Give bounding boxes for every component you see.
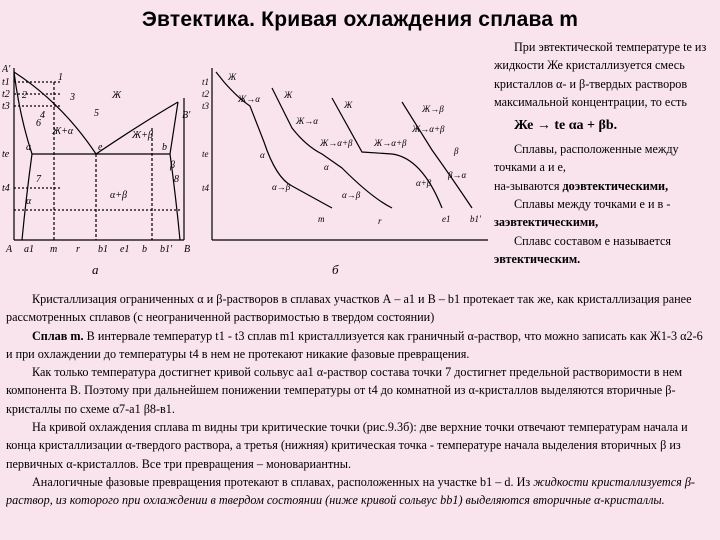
- eutectic-term: эвтектическим.: [494, 251, 581, 266]
- x-label-m: m: [50, 244, 58, 255]
- curve-m-alpha: α: [260, 150, 265, 160]
- label-A-prime: A': [2, 64, 11, 75]
- label-t3: t3: [2, 101, 10, 112]
- region-beta: β: [170, 160, 175, 171]
- solidus-right: [170, 102, 178, 154]
- x-label-r: r: [76, 244, 80, 255]
- x-label-b1: b1: [98, 244, 108, 255]
- panel-b-labels: [202, 72, 482, 277]
- body-paragraph-1: Кристаллизация ограниченных α и β-растворов в сплавах участков А – a1 и B – b1 протекает так же, как кристаллизация ранее рассмотренных сплавов (с неограниченной растворимостью в твердом состоянии): [6, 292, 692, 325]
- region-alpha: α: [26, 196, 32, 207]
- body-p2-text: В интервале температур t1 - t3 сплав m1 кристаллизуется как граничный α-раствор, что можно записать как Ж1-3 α2-6 и при охлаждении до температуры t4 в нем не протекают никакие фазовые превращения.: [6, 328, 703, 361]
- body-paragraph-2: [6, 327, 712, 364]
- x-label-b: b: [142, 244, 147, 255]
- point-e: e: [98, 142, 103, 153]
- curve-b1-beta: β: [454, 146, 459, 156]
- curve-e1-eutectic: Ж→α+β: [374, 138, 407, 148]
- curve-r-alpha: α: [324, 162, 329, 172]
- region-alpha-beta: α+β: [110, 190, 127, 201]
- cool-t2: t2: [202, 89, 210, 99]
- side-p3-text: на-зываются: [494, 178, 563, 193]
- curve-r-liquid-to-alpha: Ж→α: [296, 116, 318, 126]
- body-paragraph-5: [6, 473, 712, 510]
- slide-title: Эвтектика. Кривая охлаждения сплава m: [141, 8, 579, 31]
- x-label-e1: e1: [120, 244, 130, 255]
- label-te: te: [2, 149, 10, 160]
- x-label-a1: a1: [24, 244, 34, 255]
- curve-r-alpha-to-beta: α→β: [342, 190, 361, 200]
- point-1: 1: [58, 72, 63, 83]
- region-liquid-alpha: Ж+α: [52, 126, 74, 137]
- body-p5-text: Аналогичные фазовые превращения протекают в сплавах, расположенных на участке b1 – d. Из: [32, 474, 534, 489]
- curve-b1-liquid-to-beta: Ж→β: [422, 104, 444, 114]
- hypoeutectic-term: доэвтектическими,: [562, 178, 669, 193]
- panel-a-caption: а: [92, 262, 99, 277]
- curve-b1-end: b1': [470, 214, 481, 224]
- body-p5-italic: жидкости кристаллизуется β-раствор, из которого при охлаждении в твердом состоянии (ниже кривой сольвус bb1) выделяются вторичные α-кристаллы.: [6, 474, 695, 508]
- curve-m-liquid: Ж: [228, 72, 237, 82]
- point-6: 6: [36, 118, 41, 129]
- cooling-curve-b1-prime: [402, 102, 472, 208]
- curve-r-liquid: Ж: [284, 90, 293, 100]
- eutectic-reaction-formula: Же → te αa + βb.: [514, 118, 618, 134]
- curve-r-eutectic: Ж→α+β: [320, 138, 353, 148]
- cool-t4: t4: [202, 183, 210, 193]
- cool-t3: t3: [202, 101, 210, 111]
- curve-e1-solid: α+β: [416, 178, 432, 188]
- point-b: b: [162, 142, 167, 153]
- point-a: a: [26, 142, 31, 153]
- label-t4: t4: [2, 183, 10, 194]
- curve-m-alpha-to-beta: α→β: [272, 182, 291, 192]
- region-liquid-beta: Ж+β: [132, 130, 153, 141]
- alloy-m-heading: Сплав m.: [32, 328, 84, 343]
- region-liquid: Ж: [112, 90, 122, 101]
- x-label-A: A: [6, 244, 13, 255]
- x-label-b1-prime: b1': [160, 244, 173, 255]
- phase-diagram-figure: [2, 58, 492, 288]
- side-paragraph-2: Сплавы, расположенные между точками а и е,: [494, 142, 679, 175]
- curve-m-liquid-to-alpha: Ж→α: [238, 94, 260, 104]
- point-3: 3: [70, 92, 75, 103]
- curve-b1-beta-to-alpha: β→α: [448, 170, 467, 180]
- curve-m-end: m: [318, 214, 325, 224]
- cool-t1: t1: [202, 77, 210, 87]
- curve-e1-end: e1: [442, 214, 451, 224]
- side-p4-text: Сплавы между точками е и в -: [514, 197, 671, 212]
- point-2: 2: [22, 90, 27, 101]
- curve-e1-liquid: Ж: [344, 100, 353, 110]
- body-paragraph-4: На кривой охлаждения сплава m видны три критические точки (рис.9.3б): две верхние точки отвечают температурам начала и конца кристаллизации α-твердого раствора, а третья (нижняя) критическая точка - температуре начала выделения вторичных β из первичных α-кристаллов. Все три превращения – моновариантны.: [6, 420, 688, 471]
- side-p5-text: Сплавс составом е называется: [514, 233, 671, 248]
- panel-b-caption: б: [332, 262, 339, 277]
- label-t1: t1: [2, 77, 10, 88]
- side-paragraph-1: При эвтектической температуре te из жидкости Же кристаллизуется смесь кристаллов α- и β-твердых растворов максимальной концентрации, то есть: [494, 40, 707, 109]
- main-text-body: [6, 290, 712, 536]
- point-4: 4: [40, 110, 45, 121]
- cool-te: te: [202, 149, 209, 159]
- side-paragraph-5: [494, 232, 718, 269]
- curve-r-end: r: [378, 216, 382, 226]
- hypereutectic-term: заэвтектическими,: [494, 215, 599, 230]
- point-7: 7: [36, 174, 41, 185]
- side-text-column: [494, 38, 718, 298]
- side-paragraph-3: [494, 177, 718, 195]
- point-8: 8: [174, 174, 179, 185]
- side-paragraph-4: [494, 195, 718, 232]
- curve-b1-eutectic: Ж→α+β: [412, 124, 445, 134]
- point-B-prime: B': [182, 110, 191, 121]
- body-paragraph-3: Как только температура достигнет кривой сольвус аа1 α-раствор состава точки 7 достигнет предельной растворимости в нем компонента В. Поэтому при дальнейшем понижении температуры от t4 до комнатной из α-кристаллов выделяются вторичные β-кристаллы по схеме α7-a1 β8-в1.: [6, 365, 683, 416]
- x-label-B: B: [184, 244, 191, 255]
- point-5: 5: [94, 108, 99, 119]
- panel-a-phase-diagram: [14, 68, 184, 240]
- label-t2: t2: [2, 89, 10, 100]
